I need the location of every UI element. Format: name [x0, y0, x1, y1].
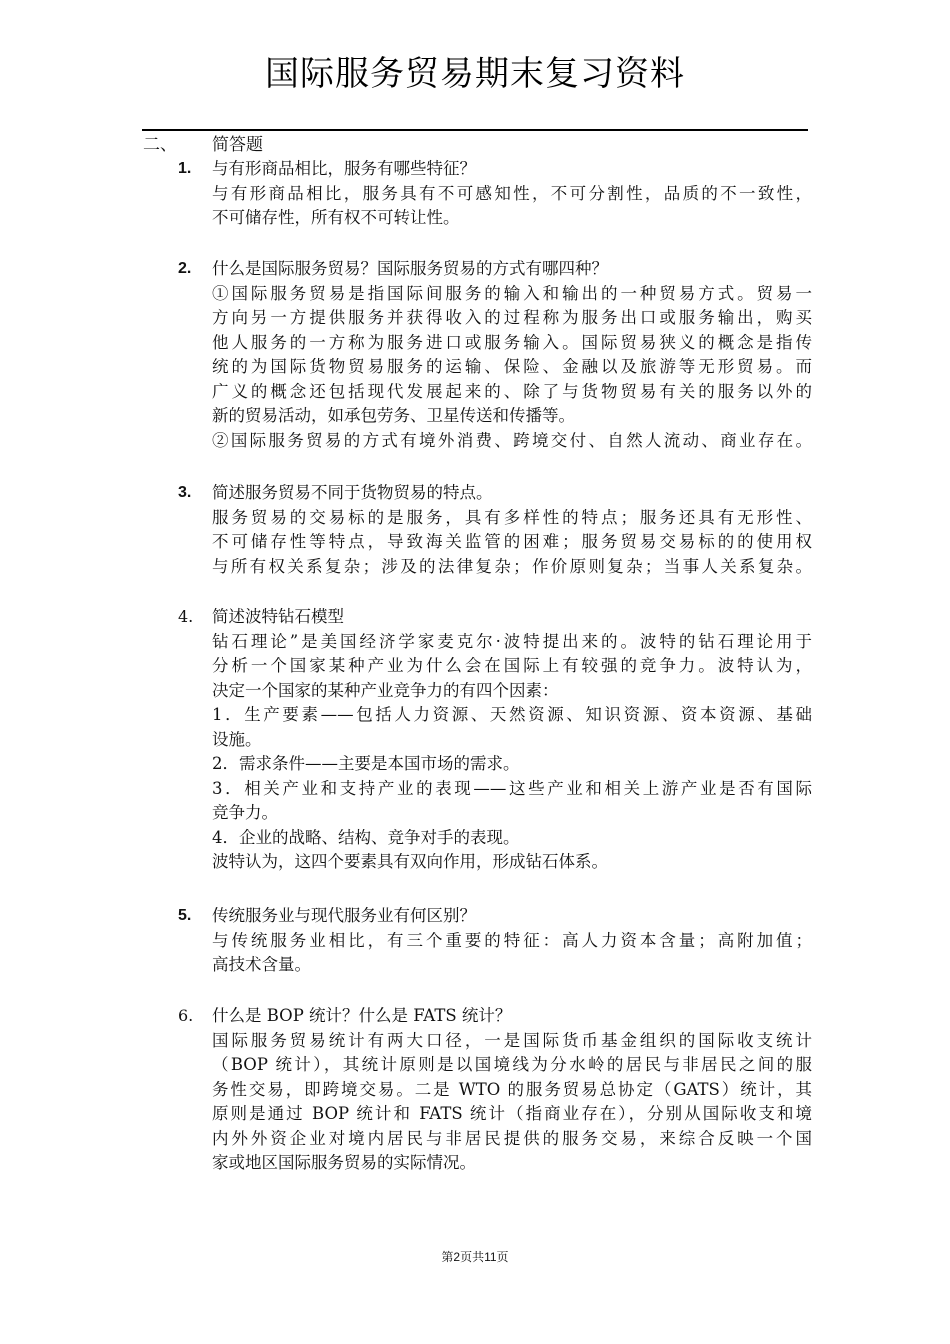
answer-line: 务性交易，即跨境交易。二是 WTO 的服务贸易总协定（GATS）统计，其: [212, 1079, 812, 1099]
answer-line: 3．相关产业和支持产业的表现——这些产业和相关上游产业是否有国际: [212, 778, 812, 798]
answer-text: [212, 1029, 812, 1176]
answer-text: [212, 929, 812, 978]
answer-line: 家或地区国际服务贸易的实际情况。: [212, 1153, 476, 1172]
question-number: 3.: [178, 484, 192, 501]
question-number: 5.: [178, 907, 192, 924]
answer-line: ①国际服务贸易是指国际间服务的输入和输出的一种贸易方式。贸易一: [212, 283, 812, 303]
answer-text: [212, 630, 812, 875]
answer-line: 广义的概念还包括现代发展起来的、除了与货物贸易有关的服务以外的: [212, 381, 812, 401]
question-number: 4.: [178, 607, 194, 626]
answer-line: 高技术含量。: [212, 955, 311, 974]
answer-line: （BOP 统计），其统计原则是以国境线为分水岭的居民与非居民之间的服: [212, 1055, 812, 1074]
answer-line: 设施。: [212, 729, 262, 749]
answer-line: 内外外资企业对境内居民与非居民提供的服务交易，来综合反映一个国: [212, 1128, 812, 1148]
answer-text: [212, 506, 812, 580]
question-title: 传统服务业与现代服务业有何区别？: [212, 906, 476, 925]
answer-line: 国际服务贸易统计有两大口径，一是国际货币基金组织的国际收支统计: [212, 1030, 812, 1050]
answer-line: 不可储存性等特点，导致海关监管的困难；服务贸易交易标的的使用权: [212, 532, 812, 551]
page-number-footer: 第2页共11页: [441, 1250, 509, 1264]
answer-line: 1．生产要素——包括人力资源、天然资源、知识资源、资本资源、基础: [212, 705, 812, 724]
question-title: 简述服务贸易不同于货物贸易的特点。: [212, 483, 493, 502]
answer-line: 与传统服务业相比，有三个重要的特征：高人力资本含量；高附加值；: [212, 930, 812, 950]
answer-line: 统的为国际货物贸易服务的运输、保险、金融以及旅游等无形贸易。而: [212, 357, 812, 376]
question-title: 什么是 BOP 统计？什么是 FATS 统计？: [212, 1006, 512, 1025]
question-number: 6.: [178, 1006, 194, 1025]
answer-text: [212, 182, 812, 231]
answer-line: 波特认为，这四个要素具有双向作用，形成钻石体系。: [212, 852, 608, 871]
answer-line: 4．企业的战略、结构、竞争对手的表现。: [212, 827, 520, 847]
document-title: 国际服务贸易期末复习资料: [265, 54, 685, 94]
question-title: 与有形商品相比，服务有哪些特征？: [212, 159, 476, 178]
section-number: 二、: [143, 135, 177, 155]
answer-line: 竞争力。: [212, 803, 278, 822]
answer-line: 原则是通过 BOP 统计和 FATS 统计（指商业存在），分别从国际收支和境: [212, 1104, 812, 1123]
question-title: 什么是国际服务贸易？国际服务贸易的方式有哪四种？: [212, 259, 608, 278]
answer-line: 他人服务的一方称为服务进口或服务输入。国际贸易狭义的概念是指传: [212, 332, 812, 352]
section-title: 简答题: [212, 135, 263, 155]
answer-line: 钻石理论”是美国经济学家麦克尔·波特提出来的。波特的钻石理论用于: [212, 631, 812, 651]
answer-line: 2．需求条件——主要是本国市场的需求。: [212, 754, 520, 773]
answer-line: 与有形商品相比，服务具有不可感知性，不可分割性，品质的不一致性，: [212, 183, 812, 203]
answer-line: 分析一个国家某种产业为什么会在国际上有较强的竞争力。波特认为，: [212, 656, 812, 675]
answer-line: 与所有权关系复杂；涉及的法律复杂；作价原则复杂；当事人关系复杂。: [212, 556, 812, 576]
question-number: 1.: [178, 160, 192, 177]
answer-line: 不可储存性，所有权不可转让性。: [212, 208, 460, 227]
question-number: 2.: [178, 260, 192, 277]
answer-line: 决定一个国家的某种产业竞争力的有四个因素：: [212, 680, 559, 700]
answer-line: ②国际服务贸易的方式有境外消费、跨境交付、自然人流动、商业存在。: [212, 430, 812, 450]
question-title: 简述波特钻石模型: [212, 607, 344, 626]
answer-line: 新的贸易活动，如承包劳务、卫星传送和传播等。: [212, 406, 575, 425]
title-divider: [142, 129, 808, 131]
answer-line: 服务贸易的交易标的是服务，具有多样性的特点；服务还具有无形性、: [212, 507, 812, 527]
answer-line: 方向另一方提供服务并获得收入的过程称为服务出口或服务输出，购买: [212, 308, 812, 327]
answer-text: [212, 282, 812, 454]
